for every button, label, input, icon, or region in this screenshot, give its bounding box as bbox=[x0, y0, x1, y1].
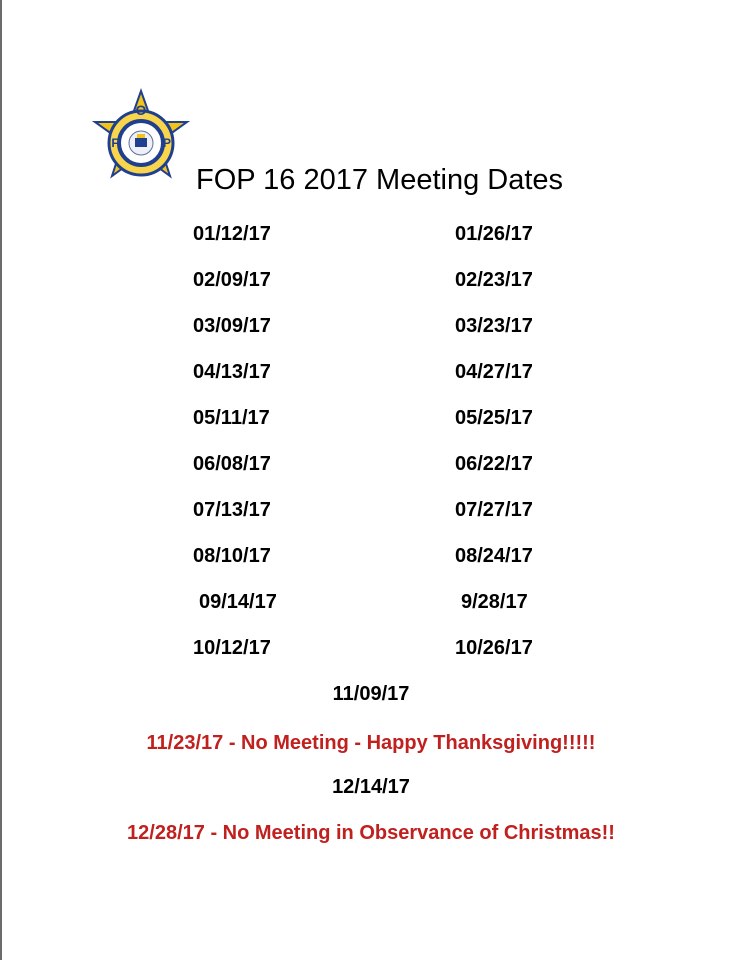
meeting-date-left-1: 01/12/17 bbox=[193, 223, 271, 245]
meeting-date-right-7: 07/27/17 bbox=[455, 499, 533, 521]
meeting-date-left-3: 03/09/17 bbox=[193, 315, 271, 337]
meeting-date-right-2: 02/23/17 bbox=[455, 269, 533, 291]
meeting-date-right-9: 9/28/17 bbox=[461, 591, 528, 613]
logo-letter-left: F bbox=[111, 136, 119, 150]
meeting-date-right-5: 05/25/17 bbox=[455, 407, 533, 429]
christmas-no-meeting-notice: 12/28/17 - No Meeting in Observance of Christmas!! bbox=[127, 822, 615, 844]
meeting-date-right-4: 04/27/17 bbox=[455, 361, 533, 383]
meeting-date-right-8: 08/24/17 bbox=[455, 545, 533, 567]
meeting-date-right-3: 03/23/17 bbox=[455, 315, 533, 337]
meeting-date-right-10: 10/26/17 bbox=[455, 637, 533, 659]
fop-star-badge-icon bbox=[86, 88, 196, 198]
december-meeting-date: 12/14/17 bbox=[332, 776, 410, 798]
meeting-date-left-5: 05/11/17 bbox=[193, 407, 270, 429]
page-left-border bbox=[0, 0, 2, 960]
page-title: FOP 16 2017 Meeting Dates bbox=[196, 164, 564, 196]
logo-letter-right: P bbox=[162, 136, 172, 150]
meeting-date-left-2: 02/09/17 bbox=[193, 269, 271, 291]
meeting-date-right-1: 01/26/17 bbox=[455, 223, 533, 245]
meeting-date-left-9: 09/14/17 bbox=[199, 591, 277, 613]
meeting-date-left-8: 08/10/17 bbox=[193, 545, 271, 567]
meeting-date-left-6: 06/08/17 bbox=[193, 453, 271, 475]
november-meeting-date: 11/09/17 bbox=[332, 683, 410, 705]
meeting-date-left-7: 07/13/17 bbox=[193, 499, 271, 521]
thanksgiving-no-meeting-notice: 11/23/17 - No Meeting - Happy Thanksgiving!!!!! bbox=[146, 732, 596, 754]
meeting-date-left-10: 10/12/17 bbox=[193, 637, 271, 659]
meeting-date-left-4: 04/13/17 bbox=[193, 361, 271, 383]
logo-letter-top: O bbox=[135, 102, 147, 118]
meeting-date-right-6: 06/22/17 bbox=[455, 453, 533, 475]
